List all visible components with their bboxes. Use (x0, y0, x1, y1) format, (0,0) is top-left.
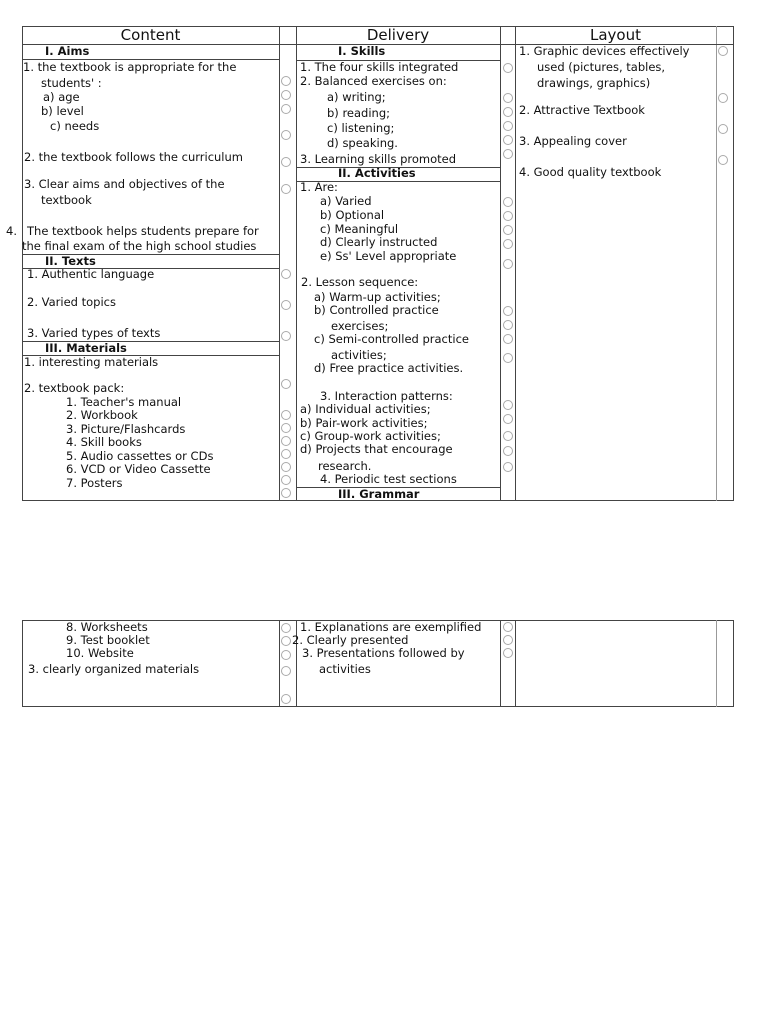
check-circle[interactable] (281, 269, 291, 279)
activities-periodic: 4. Periodic test sections (320, 472, 457, 486)
activities-varied: a) Varied (320, 194, 372, 208)
check-circle[interactable] (503, 400, 513, 410)
activities-interaction: 3. Interaction patterns: (320, 389, 453, 403)
skills-listening: c) listening; (327, 121, 395, 135)
layout-item-2: 2. Attractive Textbook (519, 103, 645, 117)
check-circle[interactable] (281, 76, 291, 86)
aims-item-1-age: a) age (43, 90, 80, 104)
activities-warmup: a) Warm-up activities; (314, 290, 441, 304)
layout-item-4: 4. Good quality textbook (519, 165, 662, 179)
check-circle[interactable] (503, 648, 513, 658)
check-circle[interactable] (281, 694, 291, 704)
check-circle[interactable] (503, 622, 513, 632)
check-circle[interactable] (503, 446, 513, 456)
check-circle[interactable] (718, 93, 728, 103)
grammar-item-3: 3. Presentations followed by (302, 646, 465, 660)
activities-sequence: 2. Lesson sequence: (301, 275, 419, 289)
check-circle[interactable] (281, 650, 291, 660)
check-circle[interactable] (281, 666, 291, 676)
activities-free: d) Free practice activities. (314, 361, 464, 375)
activities-level: e) Ss' Level appropriate (320, 249, 457, 263)
pack-item: 7. Posters (66, 476, 123, 490)
check-circle[interactable] (503, 259, 513, 269)
activities-projects: d) Projects that encourage (300, 442, 453, 456)
check-circle[interactable] (503, 225, 513, 235)
materials-item-1: 1. interesting materials (24, 355, 159, 369)
check-circle[interactable] (503, 121, 513, 131)
check-circle[interactable] (503, 353, 513, 363)
check-circle[interactable] (503, 320, 513, 330)
check-circle[interactable] (281, 90, 291, 100)
activities-semi: c) Semi-controlled practice (314, 332, 469, 346)
activities-individual: a) Individual activities; (300, 402, 431, 416)
check-circle[interactable] (503, 93, 513, 103)
activities-controlled: b) Controlled practice (314, 303, 439, 317)
layout-column-header: Layout (590, 26, 641, 44)
aims-item-1-needs: c) needs (50, 119, 100, 133)
activities-semi-cont: activities; (331, 348, 387, 362)
skills-item-1: 1. The four skills integrated (300, 60, 459, 74)
aims-item-4-cont: the final exam of the high school studies (22, 239, 257, 253)
check-circle[interactable] (503, 414, 513, 424)
activities-optional: b) Optional (320, 208, 385, 222)
check-circle[interactable] (281, 449, 291, 459)
check-circle[interactable] (503, 63, 513, 73)
aims-item-4: The textbook helps students prepare for (27, 224, 259, 238)
check-circle[interactable] (281, 475, 291, 485)
pack-item: 9. Test booklet (66, 633, 150, 647)
grammar-item-3-cont: activities (319, 662, 371, 676)
layout-item-1-cont2: drawings, graphics) (537, 76, 651, 90)
check-circle[interactable] (281, 300, 291, 310)
pack-item: 1. Teacher's manual (66, 395, 182, 409)
aims-item-1: 1. the textbook is appropriate for the (23, 60, 237, 74)
texts-item-2: 2. Varied topics (27, 295, 116, 309)
check-circle[interactable] (503, 135, 513, 145)
check-circle[interactable] (281, 410, 291, 420)
aims-item-3: 3. Clear aims and objectives of the (24, 177, 225, 191)
skills-heading: I. Skills (338, 44, 386, 58)
grammar-heading: III. Grammar (338, 487, 420, 501)
pack-item: 4. Skill books (66, 435, 142, 449)
aims-heading: I. Aims (45, 44, 90, 58)
check-circle[interactable] (281, 130, 291, 140)
content-column-header: Content (120, 26, 181, 44)
pack-item: 10. Website (66, 646, 134, 660)
check-circle[interactable] (503, 197, 513, 207)
grammar-item-1: 1. Explanations are exemplified (300, 620, 482, 634)
check-circle[interactable] (718, 124, 728, 134)
check-circle[interactable] (281, 184, 291, 194)
materials-heading: III. Materials (45, 341, 127, 355)
texts-item-3: 3. Varied types of texts (27, 326, 161, 340)
layout-item-3: 3. Appealing cover (519, 134, 627, 148)
texts-heading: II. Texts (45, 254, 96, 268)
check-circle[interactable] (281, 636, 291, 646)
aims-item-1-level: b) level (41, 104, 84, 118)
materials-item-2: 2. textbook pack: (24, 381, 125, 395)
texts-item-1: 1. Authentic language (27, 267, 155, 281)
layout-item-1-cont: used (pictures, tables, (537, 60, 666, 74)
check-circle[interactable] (281, 623, 291, 633)
check-circle[interactable] (281, 331, 291, 341)
check-circle[interactable] (503, 107, 513, 117)
skills-item-3: 3. Learning skills promoted (300, 152, 457, 166)
skills-writing: a) writing; (327, 90, 386, 104)
check-circle[interactable] (503, 211, 513, 221)
check-circle[interactable] (718, 155, 728, 165)
activities-heading: II. Activities (338, 166, 416, 180)
skills-reading: b) reading; (327, 106, 390, 120)
check-circle[interactable] (503, 334, 513, 344)
activities-projects-cont: research. (318, 459, 372, 473)
materials-item-3: 3. clearly organized materials (28, 662, 200, 676)
check-circle[interactable] (281, 157, 291, 167)
pack-item: 2. Workbook (66, 408, 138, 422)
aims-item-2: 2. the textbook follows the curriculum (24, 150, 243, 164)
skills-speaking: d) speaking. (327, 136, 398, 150)
check-circle[interactable] (718, 46, 728, 56)
activities-pair: b) Pair-work activities; (300, 416, 428, 430)
check-circle[interactable] (281, 423, 291, 433)
check-circle[interactable] (503, 431, 513, 441)
check-circle[interactable] (281, 462, 291, 472)
check-circle[interactable] (503, 635, 513, 645)
activities-instructed: d) Clearly instructed (320, 235, 438, 249)
delivery-column-header: Delivery (366, 26, 430, 44)
check-circle[interactable] (281, 104, 291, 114)
check-circle[interactable] (503, 149, 513, 159)
activities-group: c) Group-work activities; (300, 429, 441, 443)
check-circle[interactable] (503, 306, 513, 316)
check-circle[interactable] (503, 239, 513, 249)
skills-item-2: 2. Balanced exercises on: (300, 74, 447, 88)
activities-meaningful: c) Meaningful (320, 222, 399, 236)
layout-item-1: 1. Graphic devices effectively (519, 44, 690, 58)
pack-item: 3. Picture/Flashcards (66, 422, 186, 436)
aims-item-4-number: 4. (6, 224, 17, 238)
pack-item: 6. VCD or Video Cassette (66, 462, 211, 476)
pack-item: 5. Audio cassettes or CDs (66, 449, 214, 463)
aims-item-1-cont: students' : (41, 76, 102, 90)
grammar-item-2: 2. Clearly presented (292, 633, 409, 647)
check-circle[interactable] (503, 462, 513, 472)
check-circle[interactable] (281, 379, 291, 389)
pack-item: 8. Worksheets (66, 620, 148, 634)
check-circle[interactable] (281, 436, 291, 446)
check-circle[interactable] (281, 488, 291, 498)
aims-item-3-cont: textbook (41, 193, 92, 207)
activities-controlled-cont: exercises; (331, 319, 389, 333)
activities-are: 1. Are: (300, 180, 338, 194)
